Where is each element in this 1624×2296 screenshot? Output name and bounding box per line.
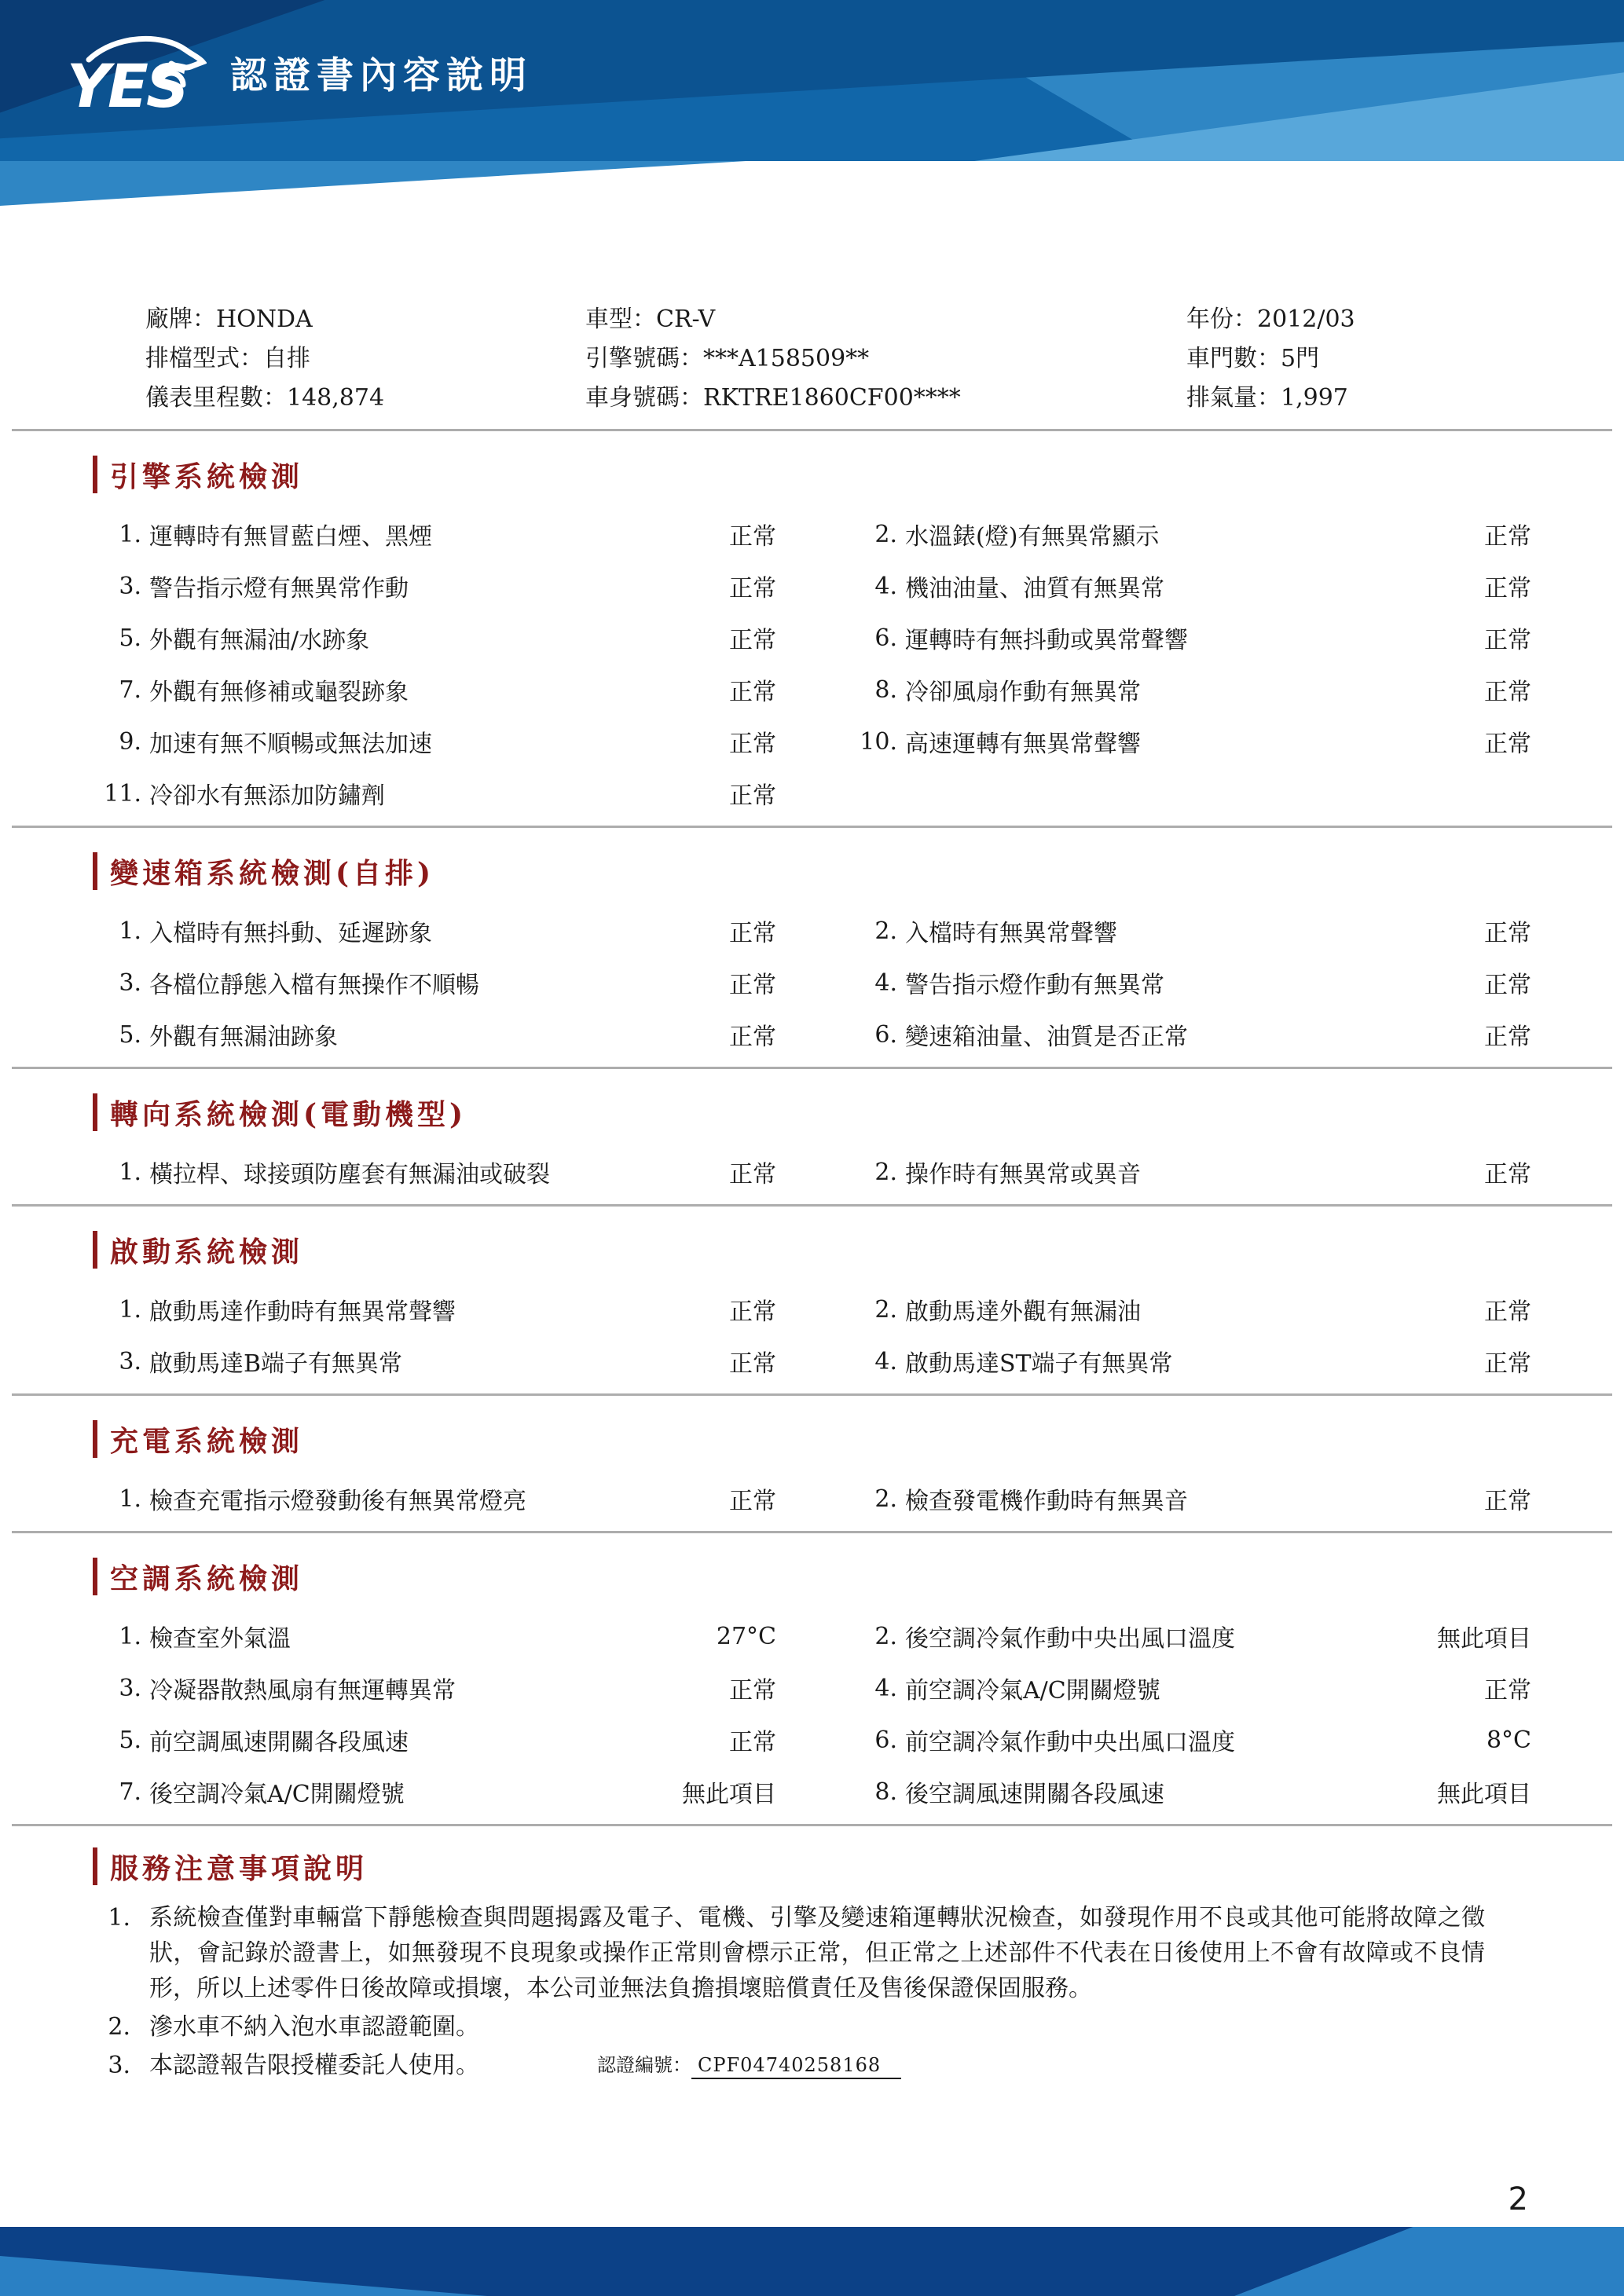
inspection-item-label (93, 1146, 674, 1198)
vehicle-info-label: 廠牌 (145, 306, 192, 333)
inspection-item-value: 正常 (729, 920, 776, 947)
column-gap (776, 664, 849, 716)
inspection-item-number: 2. (874, 917, 897, 945)
vehicle-info-cell (93, 339, 585, 379)
inspection-item-text: 冷卻風扇作動有無異常 (905, 679, 1141, 706)
inspection-item-text: 前空調冷氣A/C開關燈號 (905, 1677, 1160, 1705)
inspection-item-number: 1. (119, 520, 141, 548)
inspection-item-value: 正常 (1484, 1161, 1531, 1188)
inspection-item-text: 運轉時有無抖動或異常聲響 (905, 627, 1188, 654)
section-divider (12, 1204, 1612, 1207)
column-gap (776, 1473, 849, 1525)
vehicle-info-label: 車身號碼 (585, 384, 680, 412)
inspection-item-value: 正常 (729, 627, 776, 654)
inspection-item-text: 外觀有無修補或龜裂跡象 (149, 679, 409, 706)
inspection-item-label (93, 664, 674, 716)
inspection-item-label (849, 905, 1428, 957)
inspection-item-number: 8. (874, 676, 897, 704)
cert-number-group (597, 2048, 901, 2083)
inspection-item-number: 4. (874, 969, 897, 997)
inspection-item-number: 1. (119, 917, 141, 945)
inspection-item-text: 加速有無不順暢或無法加速 (149, 731, 432, 758)
page-number: 2 (1508, 2181, 1528, 2217)
inspection-item-value: 無此項目 (1437, 1781, 1531, 1808)
inspection-item-label (93, 612, 674, 664)
section-header (93, 453, 1531, 496)
inspection-item-value: 正常 (729, 731, 776, 758)
inspection-item-number: 3. (119, 572, 141, 600)
vehicle-info-value: HONDA (216, 306, 313, 333)
inspection-item-number: 2. (874, 1622, 897, 1650)
column-gap (776, 957, 849, 1009)
vehicle-info-table (93, 300, 1531, 418)
section-divider (12, 826, 1612, 828)
inspection-section (93, 1229, 1531, 1396)
vehicle-info-separator: ： (1257, 345, 1281, 372)
header-banner (0, 0, 1624, 161)
inspection-item-value: 無此項目 (682, 1781, 776, 1808)
note-number: 3. (108, 2052, 130, 2079)
vehicle-info-cell (585, 379, 1186, 418)
column-gap (776, 905, 849, 957)
vehicle-info-label: 排檔型式 (145, 345, 240, 372)
inspection-item-label (849, 664, 1428, 716)
inspection-items-grid (93, 1473, 1531, 1525)
section-title: 變速箱系統檢測(自排) (110, 856, 435, 890)
inspection-item-text: 啟動馬達作動時有無異常聲響 (149, 1298, 456, 1326)
inspection-item-text: 檢查充電指示燈發動後有無異常燈亮 (149, 1488, 526, 1515)
inspection-item-text: 警告指示燈有無異常作動 (149, 575, 409, 602)
vehicle-info-cell (1186, 379, 1531, 418)
inspection-item-text: 各檔位靜態入檔有無操作不順暢 (149, 972, 479, 999)
vehicle-info-value: 148,874 (287, 384, 385, 412)
inspection-item-value: 正常 (729, 679, 776, 706)
section-divider (12, 1531, 1612, 1533)
cert-label: 認證編號： (597, 2054, 691, 2076)
inspection-item-number: 3. (119, 1347, 141, 1375)
column-gap (776, 560, 849, 612)
column-gap (776, 612, 849, 664)
column-gap (776, 1714, 849, 1766)
inspection-item-number: 5. (119, 1726, 141, 1754)
inspection-item-label (93, 1766, 674, 1818)
inspection-item-value: 正常 (1484, 575, 1531, 602)
inspection-item-value: 正常 (1484, 920, 1531, 947)
inspection-items-grid (93, 508, 1531, 819)
section-header (93, 1091, 1531, 1133)
inspection-item-text: 後空調冷氣作動中央出風口溫度 (905, 1625, 1235, 1653)
inspection-item-value: 正常 (1484, 1488, 1531, 1515)
inspection-item-text: 檢查發電機作動時有無異音 (905, 1488, 1188, 1515)
cert-number: CPF04740258168 (691, 2054, 901, 2079)
section-header (93, 850, 1531, 892)
inspection-item-number: 4. (874, 1674, 897, 1702)
vehicle-info-value: 2012/03 (1257, 306, 1355, 333)
inspection-item-text: 啟動馬達外觀有無漏油 (905, 1298, 1141, 1326)
inspection-item-number: 4. (874, 572, 897, 600)
inspection-item-number: 4. (874, 1347, 897, 1375)
inspection-item-text: 入檔時有無異常聲響 (905, 920, 1117, 947)
empty-cell (1428, 767, 1531, 819)
column-gap (776, 1610, 849, 1662)
inspection-item-label (849, 1473, 1428, 1525)
inspection-item-label (849, 1009, 1428, 1060)
inspection-item-number: 1. (119, 1622, 141, 1650)
note-item (93, 2009, 1531, 2045)
section-accent-bar (93, 1558, 97, 1595)
section-title: 充電系統檢測 (110, 1424, 304, 1458)
column-gap (776, 767, 849, 819)
inspection-item-number: 7. (119, 1778, 141, 1806)
vehicle-info-label: 車門數 (1186, 345, 1257, 372)
inspection-item-text: 冷卻水有無添加防鏽劑 (149, 782, 385, 810)
inspection-item-number: 5. (119, 1020, 141, 1049)
inspection-item-value: 正常 (1484, 679, 1531, 706)
inspection-item-number: 1. (119, 1485, 141, 1513)
inspection-item-text: 後空調風速開關各段風速 (905, 1781, 1164, 1808)
vehicle-info-label: 引擎號碼 (585, 345, 680, 372)
inspection-item-label (93, 1335, 674, 1387)
section-accent-bar (93, 852, 97, 890)
vehicle-info-separator: ： (680, 384, 703, 412)
inspection-section (93, 1555, 1531, 1826)
inspection-item-number: 10. (860, 727, 897, 756)
section-title: 服務注意事項說明 (110, 1851, 368, 1885)
inspection-item-value: 正常 (729, 972, 776, 999)
inspection-item-label (849, 1283, 1428, 1335)
inspection-item-value: 正常 (729, 1023, 776, 1051)
note-item (93, 1900, 1531, 2006)
vehicle-info-cell (585, 339, 1186, 379)
footer-banner (0, 2227, 1624, 2296)
inspection-item-text: 前空調風速開關各段風速 (149, 1729, 409, 1756)
inspection-item-value: 正常 (729, 523, 776, 551)
inspection-item-value: 正常 (1484, 731, 1531, 758)
column-gap (776, 1662, 849, 1714)
vehicle-info-separator: ： (1257, 384, 1281, 412)
inspection-item-number: 8. (874, 1778, 897, 1806)
note-number: 1. (108, 1904, 130, 1932)
inspection-item-label (93, 1610, 674, 1662)
vehicle-info-value: 自排 (263, 345, 310, 372)
inspection-item-number: 3. (119, 1674, 141, 1702)
inspection-item-label (93, 508, 674, 560)
notes-list (93, 1900, 1531, 2083)
inspection-item-value: 正常 (1484, 972, 1531, 999)
inspection-item-text: 入檔時有無抖動、延遲跡象 (149, 920, 432, 947)
section-divider (12, 429, 1612, 431)
section-service-notes (93, 1845, 1531, 2083)
inspection-item-value: 正常 (729, 1677, 776, 1705)
section-divider (12, 1824, 1612, 1826)
note-text: 系統檢查僅對車輛當下靜態檢查與問題揭露及電子、電機、引擎及變速箱運轉狀況檢查，如發現作用不良或其他可能將故障之徵狀，會記錄於證書上，如無發現不良現象或操作正常則會標示正常，但正常之上述部件不代表在日後使用上不會有故障或不良情形，所以上述零件日後故障或損壞，本公司並無法負擔損壞賠償責任及售後保證保固服務。 (149, 1904, 1485, 2002)
note-item (93, 2048, 1531, 2083)
section-accent-bar (93, 1231, 97, 1269)
inspection-item-number: 7. (119, 676, 141, 704)
inspection-item-number: 5. (119, 624, 141, 652)
inspection-item-label (93, 1662, 674, 1714)
inspection-item-number: 2. (874, 520, 897, 548)
inspection-item-number: 2. (874, 1295, 897, 1324)
inspection-item-number: 6. (874, 1726, 897, 1754)
section-title: 啟動系統檢測 (110, 1235, 304, 1269)
inspection-item-text: 高速運轉有無異常聲響 (905, 731, 1141, 758)
inspection-item-label (93, 1714, 674, 1766)
inspection-item-number: 9. (119, 727, 141, 756)
inspection-item-value: 8°C (1486, 1726, 1531, 1754)
note-text: 滲水車不納入泡水車認證範圍。 (149, 2013, 479, 2041)
inspection-item-label (93, 1473, 674, 1525)
document-body (93, 300, 1531, 2086)
inspection-item-label (849, 957, 1428, 1009)
inspection-items-grid (93, 1146, 1531, 1198)
inspection-item-label (93, 905, 674, 957)
vehicle-info-label: 儀表里程數 (145, 384, 263, 412)
inspection-item-label (849, 612, 1428, 664)
section-accent-bar (93, 1847, 97, 1885)
inspection-item-value: 正常 (1484, 1298, 1531, 1326)
yes-logo-text: YES (67, 51, 187, 115)
inspection-item-value: 正常 (729, 1729, 776, 1756)
section-title: 引擎系統檢測 (110, 460, 304, 493)
section-accent-bar (93, 1420, 97, 1458)
inspection-item-value: 27°C (716, 1622, 776, 1650)
note-number: 2. (108, 2013, 130, 2041)
inspection-item-text: 啟動馬達B端子有無異常 (149, 1350, 403, 1378)
inspection-item-label (849, 1714, 1428, 1766)
inspection-item-text: 外觀有無漏油/水跡象 (149, 627, 370, 654)
section-title: 轉向系統檢測(電動機型) (110, 1097, 467, 1131)
vehicle-info-label: 排氣量 (1186, 384, 1257, 412)
inspection-item-value: 無此項目 (1437, 1625, 1531, 1653)
inspection-item-number: 2. (874, 1158, 897, 1186)
vehicle-info-cell (585, 300, 1186, 339)
inspection-item-text: 機油油量、油質有無異常 (905, 575, 1164, 602)
inspection-item-text: 運轉時有無冒藍白煙、黑煙 (149, 523, 432, 551)
inspection-item-text: 水溫錶(燈)有無異常顯示 (905, 523, 1160, 551)
inspection-item-label (93, 767, 674, 819)
inspection-item-text: 橫拉桿、球接頭防塵套有無漏油或破裂 (149, 1161, 550, 1188)
vehicle-info-cell (1186, 339, 1531, 379)
column-gap (776, 1146, 849, 1198)
inspection-item-label (93, 1009, 674, 1060)
section-accent-bar (93, 456, 97, 493)
section-accent-bar (93, 1093, 97, 1131)
vehicle-info-separator: ： (192, 306, 216, 333)
inspection-item-label (93, 716, 674, 767)
inspection-item-number: 6. (874, 1020, 897, 1049)
inspection-item-text: 檢查室外氣溫 (149, 1625, 291, 1653)
vehicle-info-value: ***A158509** (703, 345, 870, 372)
inspection-item-number: 2. (874, 1485, 897, 1513)
column-gap (776, 1283, 849, 1335)
inspection-item-value: 正常 (1484, 1677, 1531, 1705)
column-gap (776, 716, 849, 767)
section-divider (12, 1393, 1612, 1396)
yes-car-logo-icon (67, 30, 207, 115)
inspection-item-number: 1. (119, 1158, 141, 1186)
vehicle-info-separator: ： (680, 345, 703, 372)
inspection-section (93, 453, 1531, 828)
inspection-item-text: 外觀有無漏油跡象 (149, 1023, 338, 1051)
section-divider (12, 1067, 1612, 1069)
vehicle-info-value: RKTRE1860CF00**** (703, 384, 961, 412)
column-gap (776, 508, 849, 560)
inspection-item-number: 11. (104, 779, 141, 807)
inspection-item-text: 變速箱油量、油質是否正常 (905, 1023, 1188, 1051)
inspection-item-label (93, 957, 674, 1009)
vehicle-info-separator: ： (263, 384, 287, 412)
inspection-item-text: 前空調冷氣作動中央出風口溫度 (905, 1729, 1235, 1756)
vehicle-info-cell (93, 379, 585, 418)
vehicle-info-label: 車型 (585, 306, 632, 333)
page-title: 認證書內容說明 (230, 53, 533, 97)
inspection-item-label (849, 508, 1428, 560)
section-title: 空調系統檢測 (110, 1562, 304, 1595)
inspection-item-number: 1. (119, 1295, 141, 1324)
inspection-item-text: 冷凝器散熱風扇有無運轉異常 (149, 1677, 456, 1705)
inspection-item-value: 正常 (1484, 523, 1531, 551)
inspection-item-number: 3. (119, 969, 141, 997)
inspection-item-value: 正常 (1484, 627, 1531, 654)
inspection-item-text: 啟動馬達ST端子有無異常 (905, 1350, 1173, 1378)
section-header (93, 1229, 1531, 1271)
vehicle-info-cell (93, 300, 585, 339)
footer-navy-shape (0, 2227, 1624, 2296)
inspection-item-label (93, 1283, 674, 1335)
inspection-item-label (849, 1610, 1428, 1662)
column-gap (776, 1009, 849, 1060)
inspection-item-value: 正常 (1484, 1350, 1531, 1378)
inspection-items-grid (93, 1610, 1531, 1818)
inspection-item-label (849, 1335, 1428, 1387)
inspection-item-text: 警告指示燈作動有無異常 (905, 972, 1164, 999)
inspection-item-label (849, 560, 1428, 612)
section-header (93, 1418, 1531, 1460)
inspection-item-number: 6. (874, 624, 897, 652)
inspection-item-label (849, 1146, 1428, 1198)
vehicle-info-separator: ： (240, 345, 263, 372)
note-text: 本認證報告限授權委託人使用。 (149, 2052, 479, 2079)
inspection-item-value: 正常 (729, 782, 776, 810)
vehicle-info-value: CR-V (656, 306, 716, 333)
inspection-item-value: 正常 (729, 1161, 776, 1188)
section-header (93, 1555, 1531, 1598)
column-gap (776, 1335, 849, 1387)
inspection-item-text: 操作時有無異常或異音 (905, 1161, 1141, 1188)
vehicle-info-value: 5門 (1281, 345, 1320, 372)
vehicle-info-value: 1,997 (1281, 384, 1348, 412)
inspection-items-grid (93, 1283, 1531, 1387)
header-angle-shape (0, 161, 746, 206)
inspection-item-label (93, 560, 674, 612)
inspection-item-label (849, 1766, 1428, 1818)
inspection-section (93, 1418, 1531, 1533)
inspection-item-text: 後空調冷氣A/C開關燈號 (149, 1781, 405, 1808)
inspection-item-value: 正常 (729, 1350, 776, 1378)
inspection-item-value: 正常 (729, 1488, 776, 1515)
inspection-section (93, 850, 1531, 1069)
inspection-item-value: 正常 (729, 1298, 776, 1326)
inspection-item-value: 正常 (1484, 1023, 1531, 1051)
inspection-section (93, 1091, 1531, 1207)
vehicle-info-cell (1186, 300, 1531, 339)
inspection-item-label (849, 1662, 1428, 1714)
vehicle-info-separator: ： (1234, 306, 1257, 333)
inspection-item-label (849, 716, 1428, 767)
inspection-item-value: 正常 (729, 575, 776, 602)
vehicle-info-label: 年份 (1186, 306, 1234, 333)
empty-cell (849, 767, 1428, 819)
inspection-items-grid (93, 905, 1531, 1060)
column-gap (776, 1766, 849, 1818)
vehicle-info-separator: ： (632, 306, 656, 333)
